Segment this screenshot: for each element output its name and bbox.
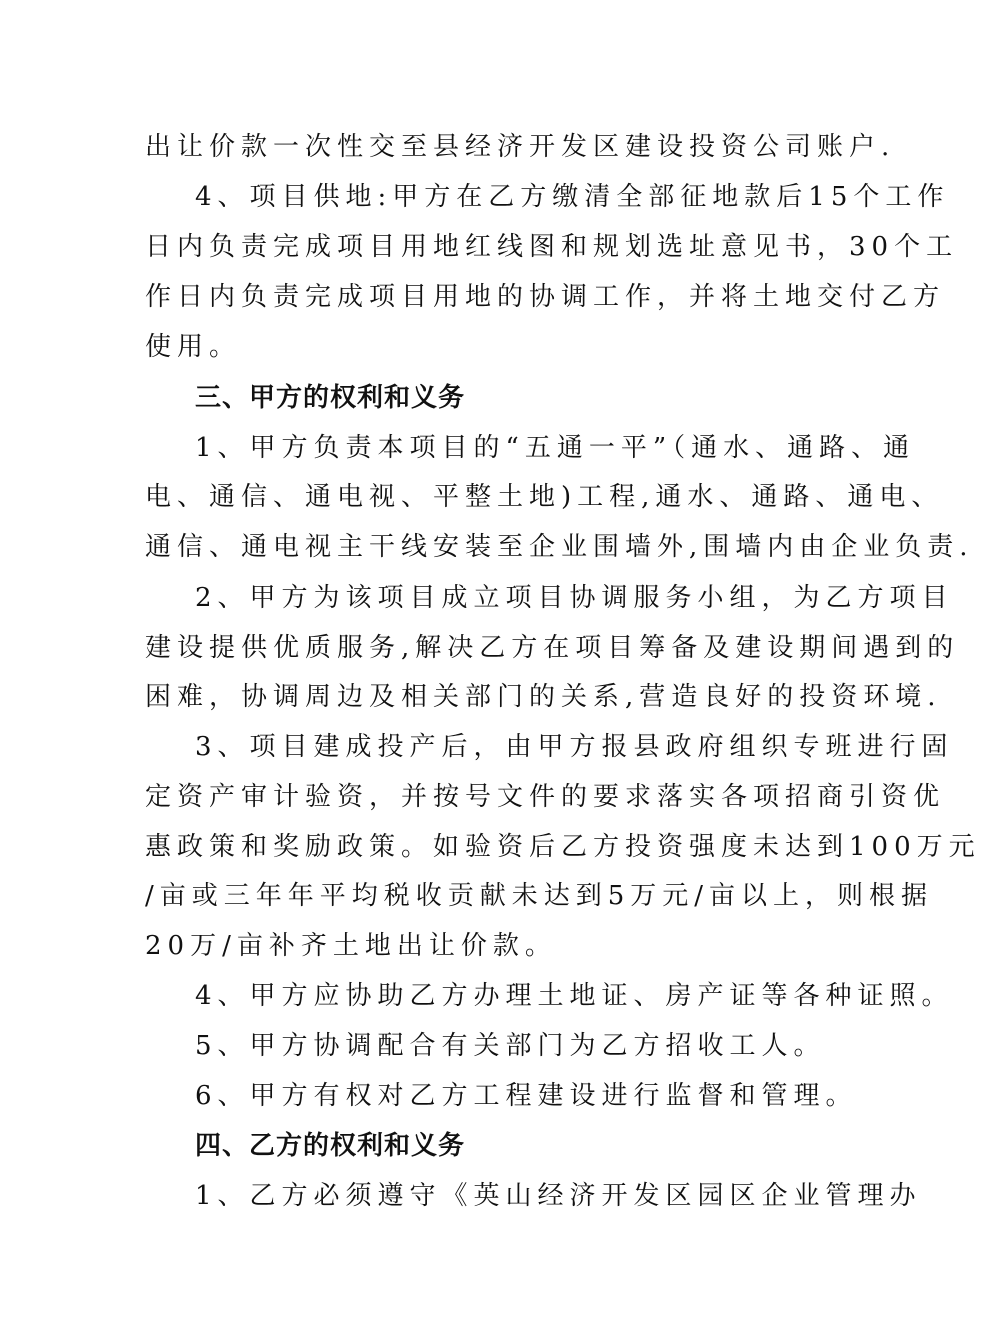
- text-line: 日内负责完成项目用地红线图和规划选址意见书，30个工: [145, 232, 959, 262]
- text-line: 20万/亩补齐土地出让价款。: [145, 931, 557, 961]
- text-line: 3、项目建成投产后，由甲方报县政府组织专班进行固: [195, 732, 954, 762]
- text-line: 建设提供优质服务,解决乙方在项目筹备及建设期间遇到的: [145, 633, 960, 663]
- text-line: 通信、通电视主干线安装至企业围墙外,围墙内由企业负责.: [145, 532, 974, 562]
- text-line: 惠政策和奖励政策。如验资后乙方投资强度未达到100万元: [145, 832, 981, 862]
- text-line: 1、甲方负责本项目的“五通一平”（通水、通路、通: [195, 433, 916, 463]
- text-line: 1、乙方必须遵守《英山经济开发区园区企业管理办: [195, 1181, 922, 1211]
- text-line: 出让价款一次性交至县经济开发区建设投资公司账户.: [145, 132, 896, 162]
- text-line: 定资产审计验资，并按号文件的要求落实各项招商引资优: [145, 782, 946, 812]
- section-heading: 三、甲方的权利和义务: [195, 383, 466, 413]
- text-line: 4、项目供地:甲方在乙方缴清全部征地款后15个工作: [195, 182, 950, 212]
- text-line: 2、甲方为该项目成立项目协调服务小组，为乙方项目: [195, 583, 954, 613]
- text-line: 4、甲方应协助乙方办理土地证、房产证等各种证照。: [195, 981, 954, 1011]
- text-line: 电、通信、通电视、平整土地)工程,通水、通路、通电、: [145, 482, 944, 512]
- section-heading: 四、乙方的权利和义务: [195, 1131, 466, 1161]
- text-line: 6、甲方有权对乙方工程建设进行监督和管理。: [195, 1081, 858, 1111]
- text-line: 5、甲方协调配合有关部门为乙方招收工人。: [195, 1031, 826, 1061]
- text-line: 使用。: [145, 332, 242, 362]
- text-line: 作日内负责完成项目用地的协调工作，并将土地交付乙方: [145, 282, 946, 312]
- text-line: /亩或三年年平均税收贡献未达到5万元/亩以上，则根据: [145, 881, 934, 911]
- text-line: 困难，协调周边及相关部门的关系,营造良好的投资环境.: [145, 682, 942, 712]
